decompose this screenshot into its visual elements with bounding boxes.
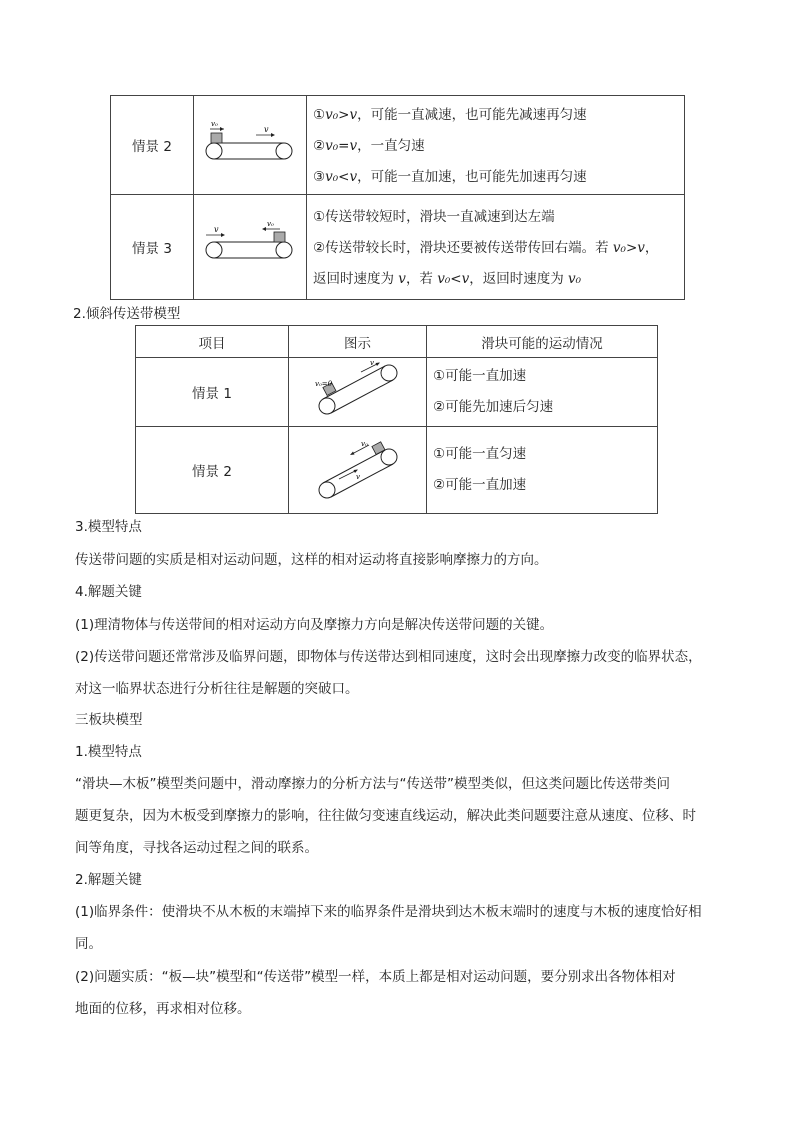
v0-label: v₀ bbox=[211, 120, 218, 128]
scenario-2-options bbox=[427, 427, 658, 514]
horizontal-belt-diagram-2 bbox=[194, 195, 306, 295]
header-figure: 图示 bbox=[289, 326, 427, 358]
paragraph-line: (1)理清物体与传送带间的相对运动方向及摩擦力方向是解决传送带问题的关键。 bbox=[75, 617, 554, 633]
paragraph-line: “滑块—木板”模型类问题中，滑动摩擦力的分析方法与“传送带”模型类似，但这类问题比传送带类问 bbox=[75, 776, 670, 792]
case-line-2: ②传送带较长时，滑块还要被传送带传回右端。若 v₀>v， bbox=[313, 239, 659, 256]
paragraph-line: 对这一临界状态进行分析往往是解题的突破口。 bbox=[75, 681, 359, 697]
paragraph-line: 同。 bbox=[75, 936, 102, 952]
paragraph-line: (2)问题实质：“板—块”模型和“传送带”模型一样，本质上都是相对运动问题，要分别求出各物体相对 bbox=[75, 969, 676, 985]
scenario-3-figure bbox=[194, 195, 307, 300]
scenario-3-label: 情景 3 bbox=[111, 195, 194, 300]
paragraph-line: (2)传送带问题还常常涉及临界问题，即物体与传送带达到相同速度，这时会出现摩擦力改变的临界状态， bbox=[75, 649, 702, 665]
horizontal-belt-table bbox=[110, 95, 685, 300]
v-label: v bbox=[214, 225, 219, 234]
scenario-1-label: 情景 1 bbox=[136, 358, 289, 427]
paragraph-line: 题更复杂，因为木板受到摩擦力的影响，往往做匀变速直线运动，解决此类问题要注意从速度、位移、时 bbox=[75, 808, 696, 824]
header-item: 项目 bbox=[136, 326, 289, 358]
case-line-3: 返回时速度为 v，若 v₀<v，返回时速度为 v₀ bbox=[313, 270, 582, 287]
v0-label: v₀ bbox=[361, 440, 368, 448]
case-line-3: ③v₀<v，可能一直加速，也可能先加速再匀速 bbox=[313, 168, 587, 185]
paragraph-line: 地面的位移，再求相对位移。 bbox=[75, 1001, 251, 1017]
case-line-1: ①传送带较短时，滑块一直减速到达左端 bbox=[313, 208, 555, 225]
heading-model-features: 1.模型特点 bbox=[75, 744, 142, 760]
option-2: ②可能先加速后匀速 bbox=[433, 399, 554, 415]
inclined-belt-table bbox=[135, 325, 658, 514]
inclined-belt-diagram-2 bbox=[289, 427, 426, 509]
scenario-2-figure bbox=[194, 96, 307, 195]
paragraph-line: 传送带问题的实质是相对运动问题，这样的相对运动将直接影响摩擦力的方向。 bbox=[75, 552, 548, 568]
heading-model-features: 3.模型特点 bbox=[75, 519, 142, 535]
section-heading-inclined-belt: 2.倾斜传送带模型 bbox=[73, 306, 181, 322]
heading-solving-key: 4.解题关键 bbox=[75, 584, 142, 600]
scenario-2-figure bbox=[289, 427, 427, 514]
scenario-2-description bbox=[307, 96, 685, 195]
v-label: v bbox=[356, 473, 360, 481]
v0-label: v₀=0 bbox=[315, 380, 333, 388]
case-line-2: ②v₀=v，一直匀速 bbox=[313, 137, 425, 154]
paragraph-line: (1)临界条件：使滑块不从木板的末端掉下来的临界条件是滑块到达木板末端时的速度与木板的速度恰好相 bbox=[75, 904, 702, 920]
heading-solving-key: 2.解题关键 bbox=[75, 872, 142, 888]
scenario-1-options bbox=[427, 358, 658, 427]
scenario-1-figure bbox=[289, 358, 427, 427]
case-line-1: ①v₀>v，可能一直减速，也可能先减速再匀速 bbox=[313, 106, 587, 123]
scenario-2-label: 情景 2 bbox=[136, 427, 289, 514]
horizontal-belt-diagram-1 bbox=[194, 96, 306, 190]
scenario-2-label: 情景 2 bbox=[111, 96, 194, 195]
v0-label: v₀ bbox=[267, 220, 274, 228]
header-motion: 滑块可能的运动情况 bbox=[427, 326, 658, 358]
scenario-3-description bbox=[307, 195, 685, 300]
option-1: ①可能一直匀速 bbox=[433, 446, 527, 462]
paragraph-line: 间等角度，寻找各运动过程之间的联系。 bbox=[75, 840, 318, 856]
v-label: v bbox=[370, 359, 374, 367]
v-label: v bbox=[264, 125, 269, 134]
option-2: ②可能一直加速 bbox=[433, 477, 527, 493]
inclined-belt-diagram-1 bbox=[289, 358, 426, 422]
section-heading-board-block: 三板块模型 bbox=[75, 712, 143, 728]
option-1: ①可能一直加速 bbox=[433, 368, 527, 384]
